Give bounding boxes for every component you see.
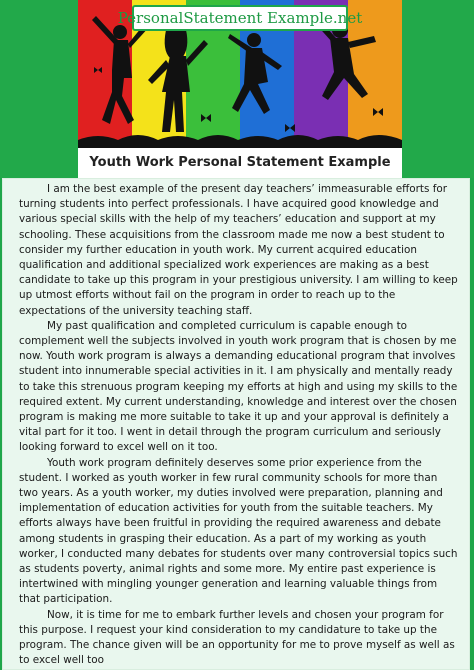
right-green-band — [402, 0, 474, 178]
grass-silhouette — [78, 135, 402, 148]
site-brand-label: PersonalStatement Example.net — [117, 9, 363, 27]
paragraph-3: Youth work program definitely deserves some prior experience from the student. I worked as youth worker in few rural community schools for more than two years. As a youth worker, my duties involved were preparation, planning and implementation of education activities for youth from the suitable teachers. My efforts always have been fruitful in providing the required awareness and debate among students in grasping their education. As a part of my working as youth worker, I conducted many debates for students over many controversial topics such as students poverty, animal rights and some more. My entire past experience is intertwined with mingling younger generation and learning valuable things from that participation. — [19, 456, 458, 606]
silhouette-figure-3 — [228, 33, 282, 114]
header-banner — [0, 0, 474, 178]
statement-text — [19, 182, 459, 669]
paragraph-4: Now, it is time for me to embark further levels and chosen your program for this purpose. I request your kind consideration to my candidature to take up the program. The chance given will be an opportunity for me to prove myself as well as to excel well too — [19, 608, 455, 667]
site-brand-badge[interactable] — [117, 5, 363, 31]
page-title: Youth Work Personal Statement Example — [89, 154, 391, 170]
left-green-band — [0, 0, 78, 178]
paragraph-2: My past qualification and completed curriculum is capable enough to complement well the subjects involved in youth work program that is chosen by me now. Youth work program is always a demanding educational program that involves student into innumerable special activities in it. I am physically and mentally ready to take this strenuous program keeping my efforts at high and using my skills to the required extent. My current understanding, knowledge and interest over the chosen program is making me more suitable to take it up and your approval is definitely a vital part for it too. I went in detail through the program curriculum and seriously looking forward to excel well on it too. — [19, 319, 458, 454]
paragraph-1: I am the best example of the present day teachers’ immeasurable efforts for turning students into perfect professionals. I have acquired good knowledge and various special skills with the help of my teachers’ education and support at my schooling. These acquisitions from the classroom made me now a best student to consider my further education in youth work. My current acquired education qualification and additional specialized work experiences are making as a best candidate to take up this program in your prestigious university. I am willing to keep up utmost efforts without fail on the program in order to reach up to the expectations of the university teaching staff. — [19, 183, 458, 317]
title-strip — [78, 148, 402, 176]
silhouette-figure-2 — [148, 20, 208, 132]
statement-body — [2, 178, 470, 670]
